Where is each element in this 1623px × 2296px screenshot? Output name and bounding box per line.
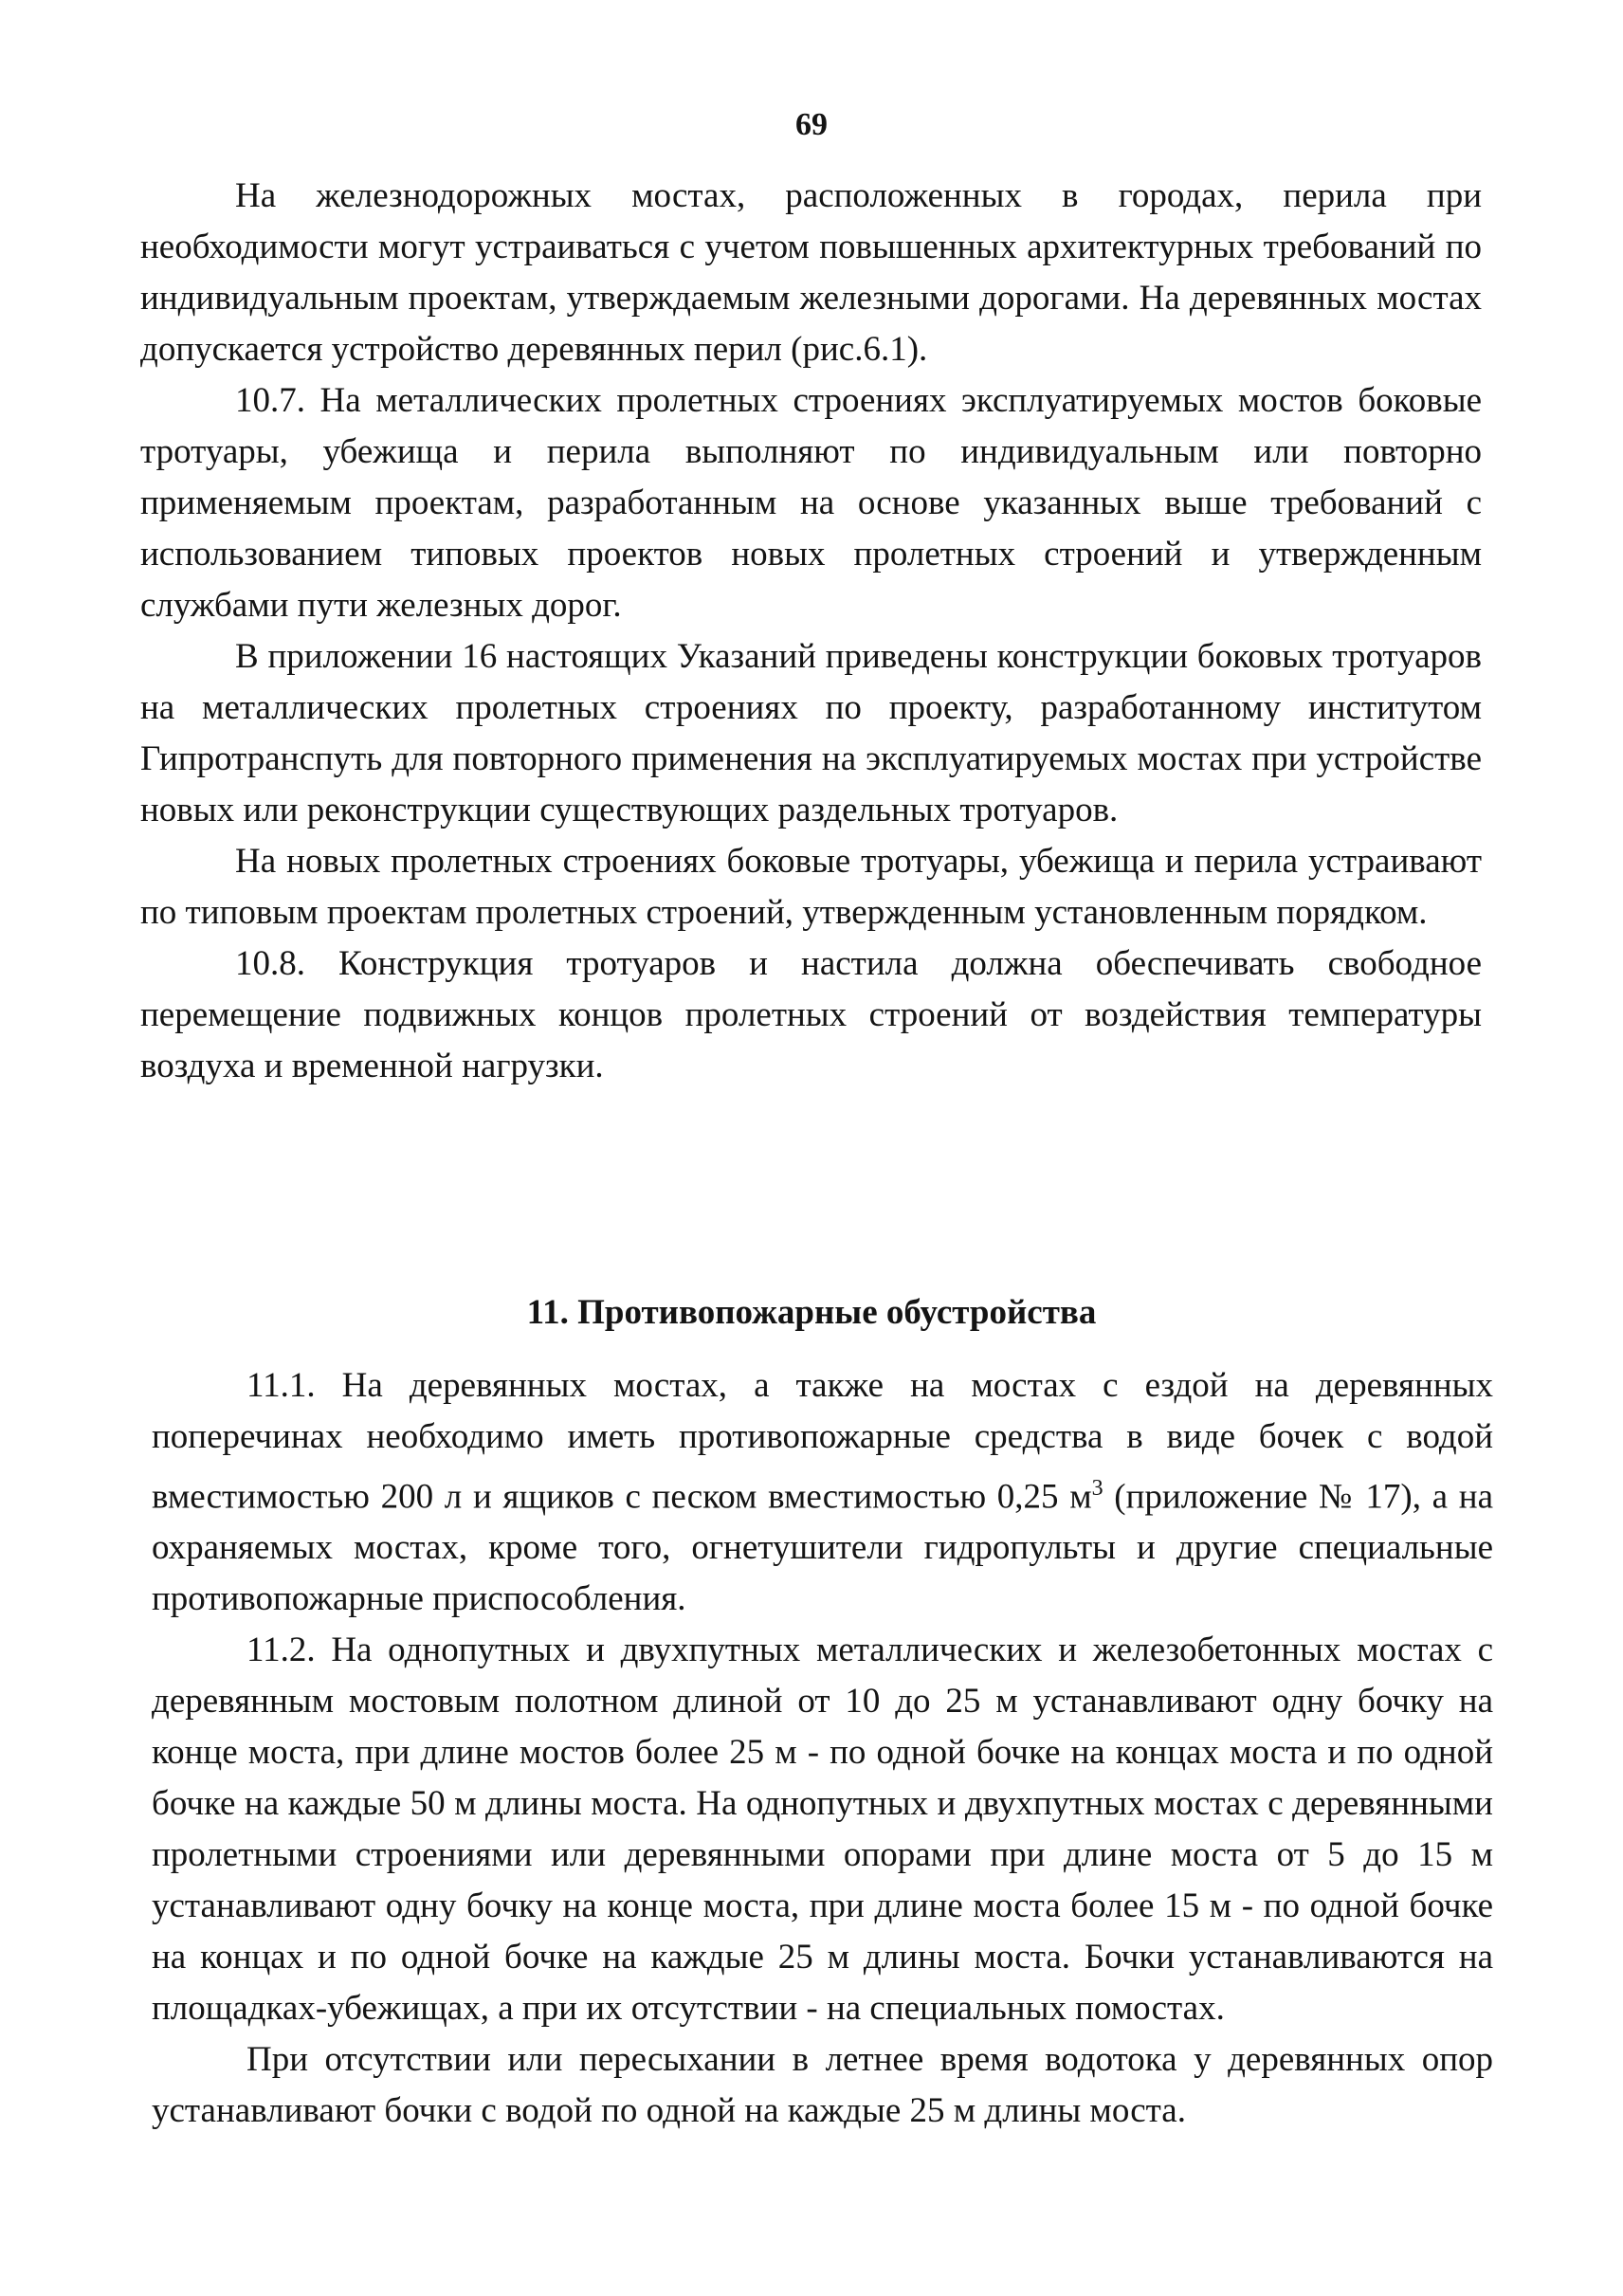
paragraph: 10.7. На металлических пролетных строениях эксплуатируемых мостов боковые тротуары, убежища и перила выполняют по индивидуальным или повторно применяемым проектам, разработанным на основе указанных выше требований с использованием типовых проектов новых пролетных строений и утвержденным службами пути железных дорог. xyxy=(140,381,1482,625)
paragraph: 10.8. Конструкция тротуаров и настила должна обеспечивать свободное перемещение подвижных концов пролетных строений от воздействия температуры воздуха и временной нагрузки. xyxy=(140,944,1482,1085)
text-block-section-11 xyxy=(152,1360,1493,2137)
paragraph: 11.2. На однопутных и двухпутных металлических и железобетонных мостах с деревянным мостовым полотном длиной от 10 до 25 м устанавливают одну бочку на конце моста, при длине мостов более 25 м - по одной бочке на концах моста и по одной бочке на каждые 50 м длины моста. На однопутных и двухпутных мостах с деревянными пролетными строениями или деревянными опорами при длине моста от 5 до 15 м устанавливают одну бочку на конце моста, при длине моста более 15 м - по одной бочке на концах и по одной бочке на каждые 25 м длины моста. Бочки устанавливаются на площадках-убежищах, а при их отсутствии - на специальных помостах. xyxy=(152,1631,1493,2029)
superscript: 3 xyxy=(1091,1476,1103,1501)
paragraph-text: 11.1. На деревянных мостах, а также на мостах с ездой на деревянных поперечинах необходимо иметь противопожарные средства в виде бочек с водой вместимостью 200 л и ящиков с песком вместимостью 0,25 м xyxy=(152,1366,1493,1517)
page-number: 69 xyxy=(795,107,828,142)
paragraph: В приложении 16 настоящих Указаний приведены конструкции боковых тротуаров на металлических пролетных строениях по проекту, разработанному институтом Гипротранспуть для повторного применения на эксплуатируемых мостах при устройстве новых или реконструкции существующих раздельных тротуаров. xyxy=(140,637,1482,829)
paragraph-11-1 xyxy=(152,1360,1493,1625)
text-block-section-10 xyxy=(140,171,1482,1092)
paragraph-text: (приложение № 17), а на охраняемых мостах, кроме того, огнетушители гидропульты и другие специальные противопожарные приспособления. xyxy=(152,1477,1493,1619)
paragraph: При отсутствии или пересыхании в летнее время водотока у деревянных опор устанавливают бочки с водой по одной на каждые 25 м длины моста. xyxy=(152,2040,1493,2131)
section-heading: 11. Противопожарные обустройства xyxy=(526,1293,1097,1332)
paragraph: На новых пролетных строениях боковые тротуары, убежища и перила устраивают по типовым проектам пролетных строений, утвержденным установленным порядком. xyxy=(140,842,1482,932)
paragraph: На железнодорожных мостах, расположенных в городах, перила при необходимости могут устраиваться с учетом повышенных архитектурных требований по индивидуальным проектам, утверждаемым железными дорогами. На деревянных мостах допускается устройство деревянных перил (рис.6.1). xyxy=(140,176,1482,369)
